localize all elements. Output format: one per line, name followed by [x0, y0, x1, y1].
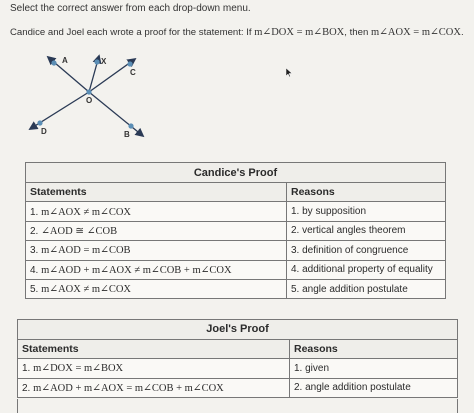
label-o: O: [86, 96, 93, 105]
label-x: X: [101, 57, 107, 66]
reason-cell: 2. vertical angles theorem: [287, 221, 446, 240]
point-c: [127, 61, 132, 66]
instruction-text: Select the correct answer from each drop-down menu.: [10, 3, 251, 14]
joel-proof-table: [17, 319, 458, 398]
point-b: [128, 123, 133, 128]
point-d: [37, 120, 42, 125]
statement-cell: 4. m∠AOD + m∠AOX ≠ m∠COB + m∠COX: [26, 260, 287, 279]
prompt-middle: , then: [344, 27, 371, 38]
statement-cell: 2. ∠AOD ≅ ∠COB: [26, 221, 287, 240]
label-c: C: [130, 68, 136, 77]
point-o: [86, 89, 91, 94]
table-row: [26, 279, 446, 298]
statements-header: Statements: [18, 339, 290, 359]
reason-cell: 1. by supposition: [287, 202, 446, 221]
statement-cell: 3. m∠AOD = m∠COB: [26, 241, 287, 260]
statement-cell: 1. m∠AOX ≠ m∠COX: [26, 202, 287, 221]
prompt-end: .: [460, 27, 464, 38]
reason-cell: 1. given: [290, 359, 458, 379]
statement-cell: 1. m∠DOX = m∠BOX: [18, 359, 290, 379]
table-row: [18, 378, 458, 398]
statement-cell: 5. m∠AOX ≠ m∠COX: [26, 279, 287, 298]
reason-cell: 2. angle addition postulate: [290, 378, 458, 398]
reason-cell: 3. definition of congruence: [287, 241, 446, 260]
statements-header: Statements: [26, 183, 287, 202]
prompt-before: Candice and Joel each wrote a proof for the statement: If: [10, 27, 255, 38]
geometry-diagram: [0, 44, 160, 144]
label-a: A: [62, 56, 68, 65]
reason-cell: 4. additional property of equality: [287, 260, 446, 279]
table-row: [26, 241, 446, 260]
ray-ob: [89, 92, 143, 136]
label-d: D: [41, 127, 47, 136]
point-x: [94, 59, 99, 64]
table-row: [26, 221, 446, 240]
table-row: [26, 260, 446, 279]
table-continuation: [17, 399, 458, 413]
candice-proof-table: [25, 162, 446, 299]
table-row: [18, 359, 458, 379]
given-expression: m∠DOX = m∠BOX: [254, 27, 345, 38]
reason-cell: 5. angle addition postulate: [287, 279, 446, 298]
label-b: B: [124, 130, 130, 139]
conclusion-expression: m∠AOX = m∠COX: [370, 27, 461, 38]
mouse-cursor-icon: [286, 68, 294, 78]
statement-cell: 2. m∠AOD + m∠AOX = m∠COB + m∠COX: [18, 378, 290, 398]
joel-proof-title: Joel's Proof: [18, 320, 458, 340]
table-row: [26, 202, 446, 221]
reasons-header: Reasons: [290, 339, 458, 359]
candice-proof-title: Candice's Proof: [26, 163, 446, 183]
question-prompt: [10, 26, 474, 38]
point-a: [51, 60, 56, 65]
reasons-header: Reasons: [287, 183, 446, 202]
